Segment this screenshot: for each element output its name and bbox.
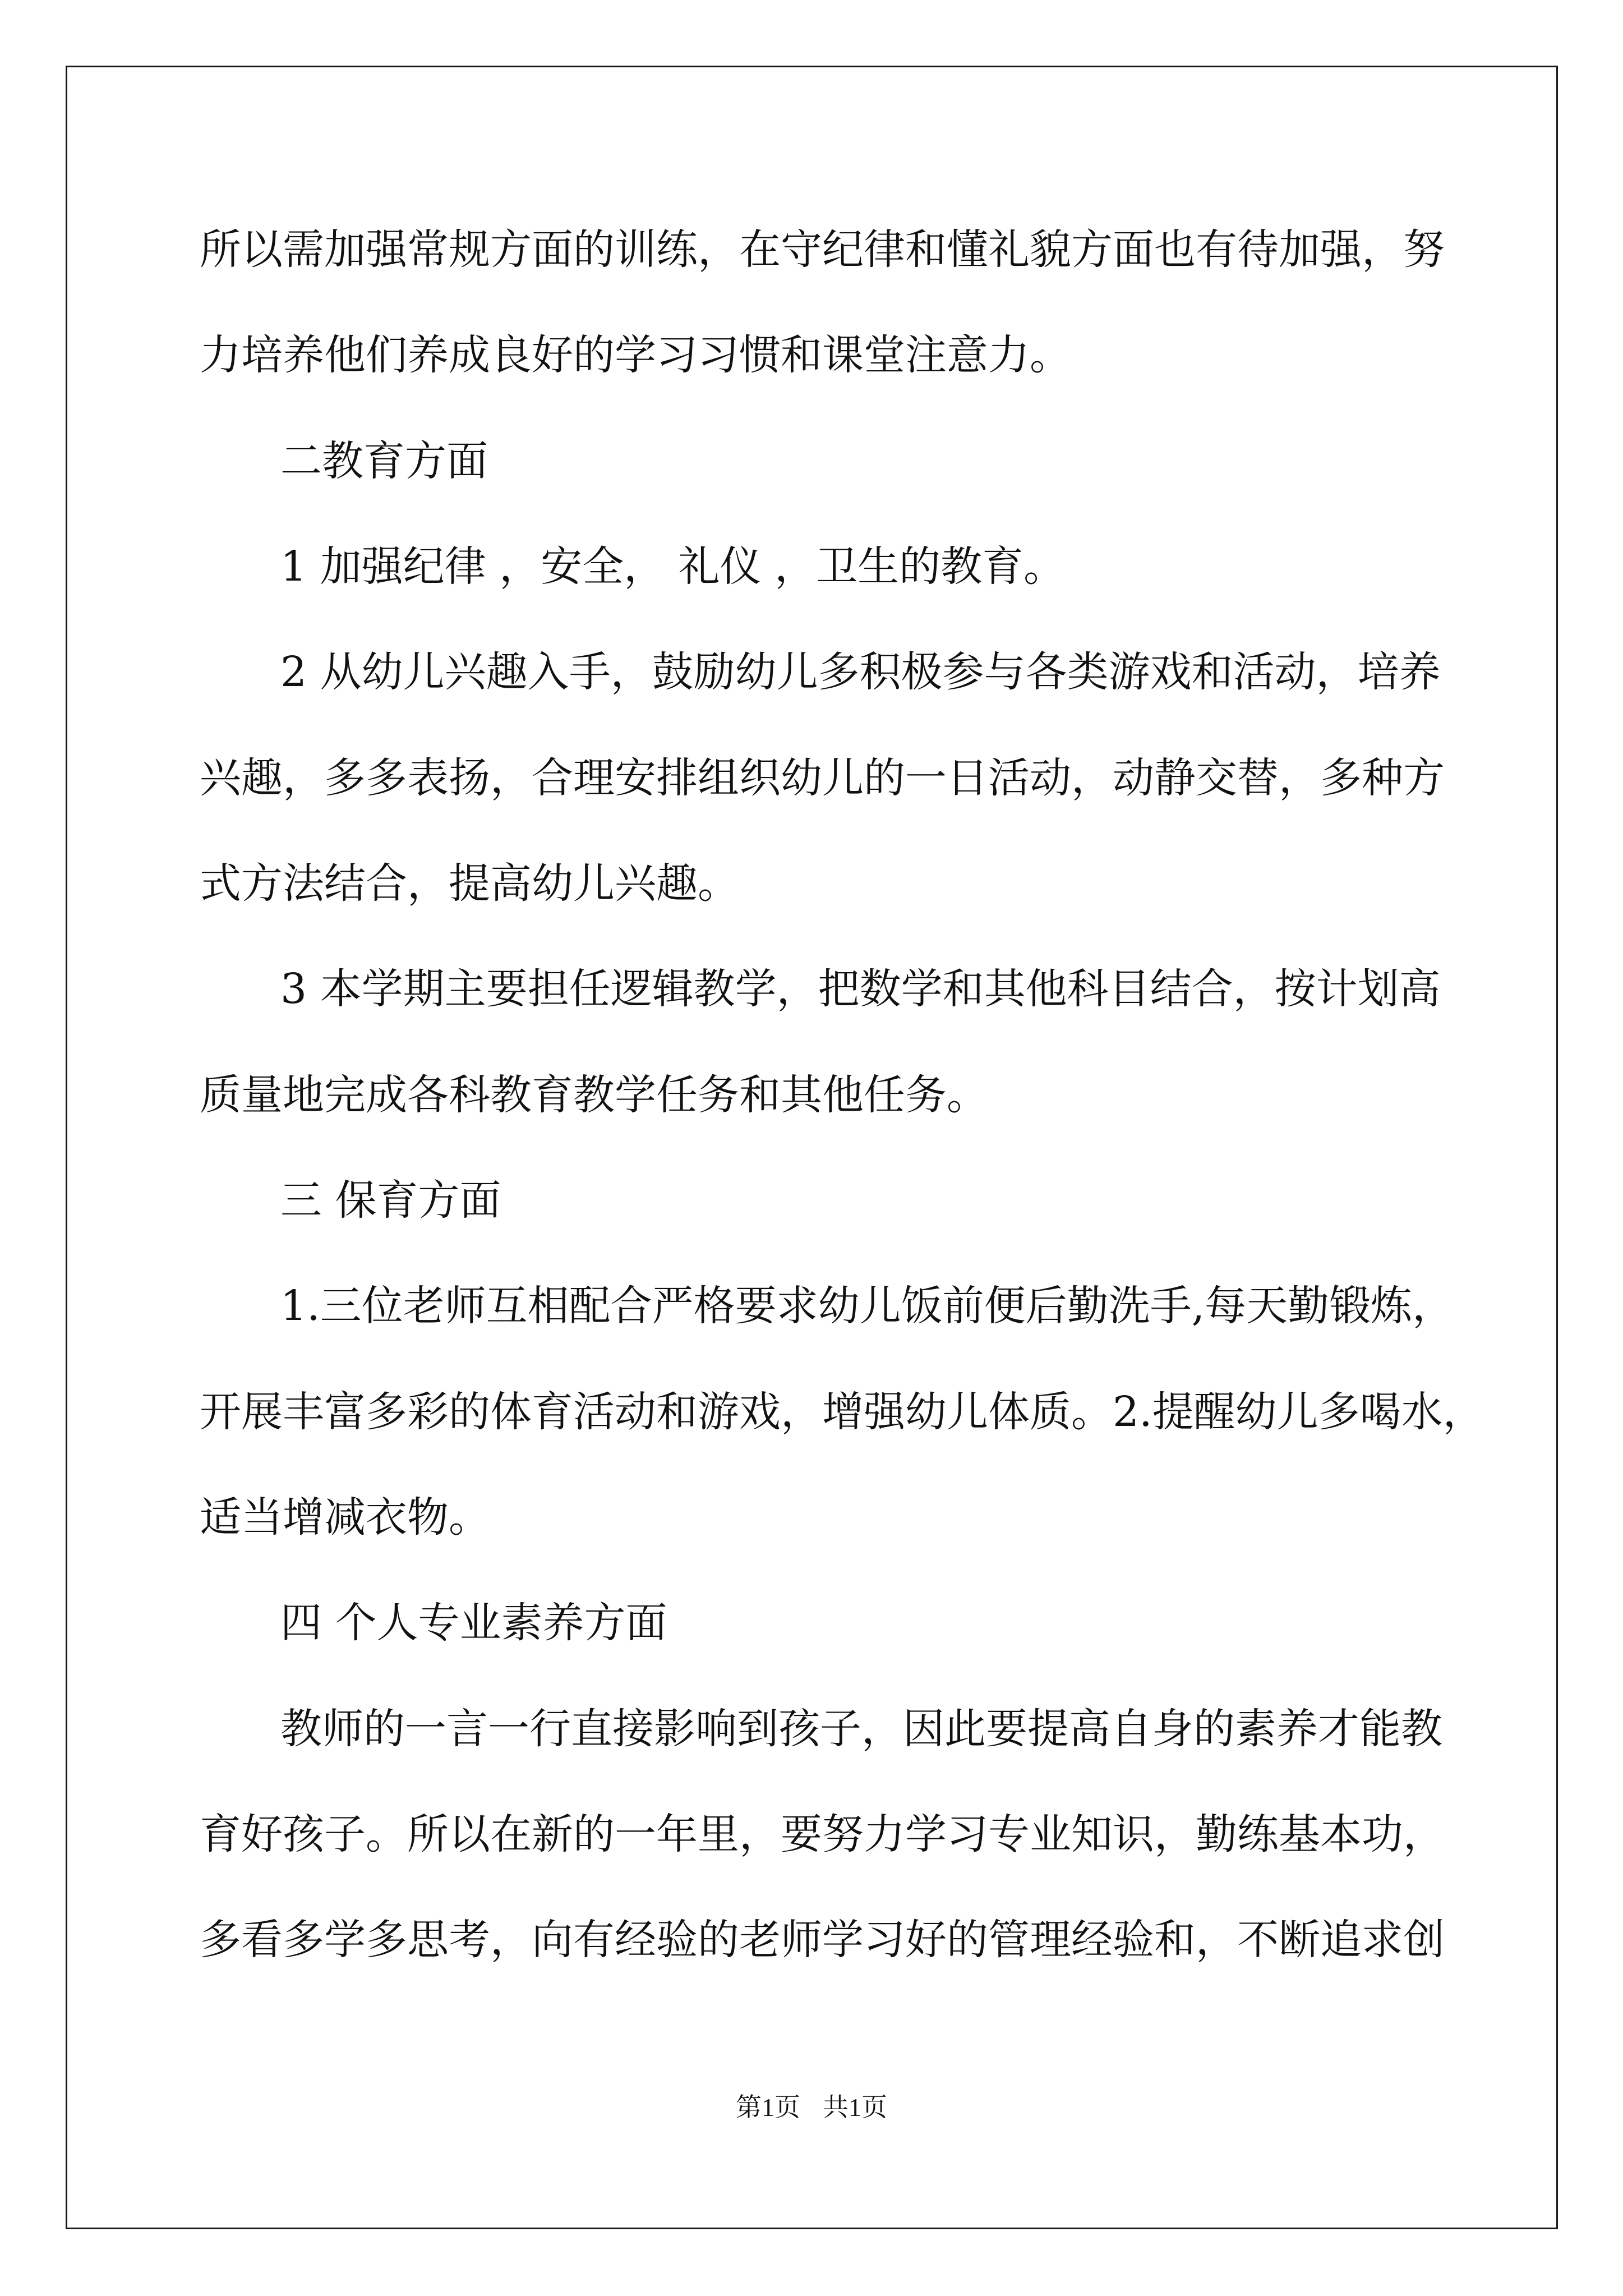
section-heading: 二教育方面	[280, 437, 488, 485]
text-line: 教师的一言一行直接影响到孩子，因此要提高自身的素养才能教	[280, 1705, 1442, 1753]
text-line: 适当增减衣物。	[200, 1493, 490, 1542]
section-heading: 三 保育方面	[280, 1176, 501, 1225]
text-line: 1 加强纪律 ，安全， 礼仪 ，卫生的教育。	[280, 542, 1066, 591]
page-total: 共1页	[823, 2093, 887, 2122]
text-line: 开展丰富多彩的体育活动和游戏，增强幼儿体质。2.提醒幼儿多喝水，	[200, 1388, 1484, 1436]
text-line: 多看多学多思考，向有经验的老师学习好的管理经验和，不断追求创	[200, 1916, 1445, 1964]
text-line: 质量地完成各科教育教学任务和其他任务。	[200, 1071, 988, 1119]
text-line: 兴趣，多多表扬，合理安排组织幼儿的一日活动，动静交替，多种方	[200, 754, 1445, 802]
text-line: 1.三位老师互相配合严格要求幼儿饭前便后勤洗手,每天勤锻炼，	[280, 1282, 1454, 1330]
page-footer	[0, 2087, 1623, 2124]
text-line: 力培养他们养成良好的学习习惯和课堂注意力。	[200, 331, 1071, 379]
text-line: 2 从幼儿兴趣入手，鼓励幼儿多积极参与各类游戏和活动，培养	[280, 648, 1441, 696]
text-line: 所以需加强常规方面的训练，在守纪律和懂礼貌方面也有待加强，努	[200, 226, 1445, 274]
text-line: 式方法结合，提高幼儿兴趣。	[200, 859, 739, 908]
page-number: 第1页	[736, 2093, 800, 2122]
text-line: 3 本学期主要担任逻辑教学，把数学和其他科目结合，按计划高	[280, 965, 1441, 1013]
text-line: 育好孩子。所以在新的一年里，要努力学习专业知识，勤练基本功，	[200, 1810, 1445, 1858]
section-heading: 四 个人专业素养方面	[280, 1599, 667, 1647]
page-border	[66, 66, 1558, 2229]
